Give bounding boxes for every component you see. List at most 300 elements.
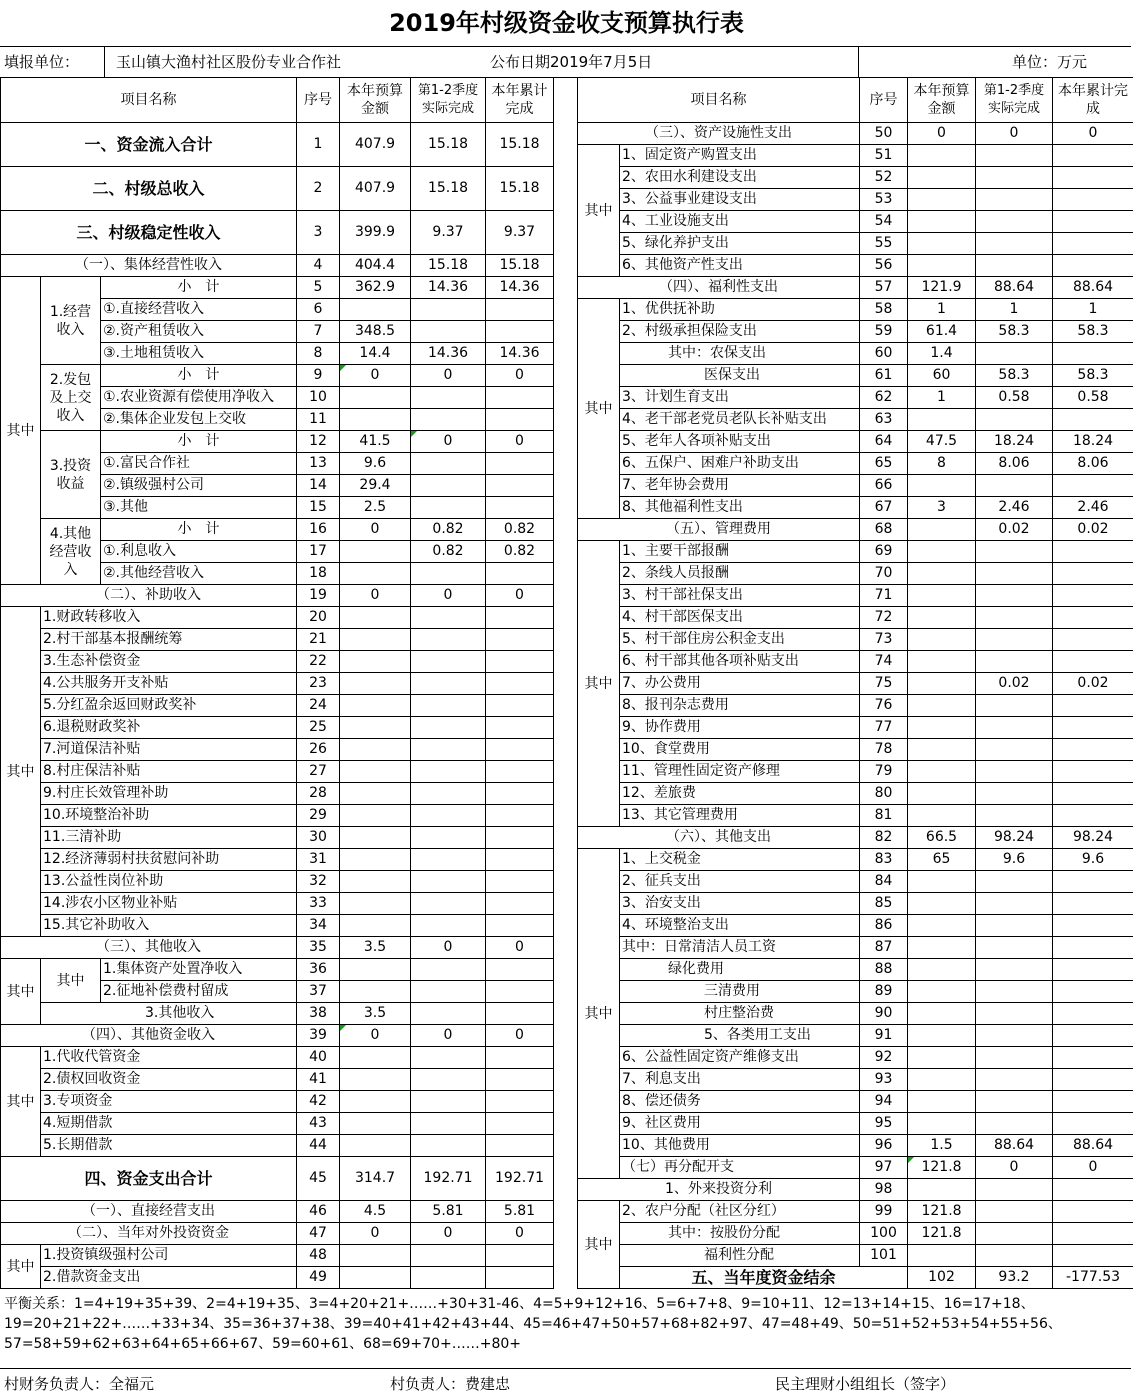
seq-number: 86 xyxy=(860,915,908,937)
value-c xyxy=(486,1069,554,1091)
seq-number: 7 xyxy=(297,321,340,343)
item-name: 5.分红盈余返回财政奖补 xyxy=(41,695,297,717)
value-b: 0 xyxy=(411,1223,486,1245)
value-b xyxy=(411,849,486,871)
value-a xyxy=(908,893,976,915)
budget-table xyxy=(0,77,1133,1289)
item-name: ②.集体企业发包上交收 xyxy=(101,409,297,431)
value-c xyxy=(486,761,554,783)
item-name: （七）再分配开支 xyxy=(620,1157,860,1179)
seq-number: 5 xyxy=(297,277,340,299)
seq-number: 4 xyxy=(297,255,340,277)
value-b xyxy=(411,321,486,343)
col-header-q12: 第1-2季度实际完成 xyxy=(411,78,486,123)
value-c xyxy=(1053,1025,1133,1047)
item-name: 小 计 xyxy=(101,431,297,453)
value-a xyxy=(340,695,411,717)
item-name: ②.镇级强村公司 xyxy=(101,475,297,497)
table-row xyxy=(1,123,1133,145)
value-c xyxy=(1053,981,1133,1003)
value-b xyxy=(976,541,1053,563)
value-b xyxy=(976,409,1053,431)
item-name: 1、主要干部报酬 xyxy=(620,541,860,563)
value-a xyxy=(340,607,411,629)
item-name: 其中：日常清洁人员工资 xyxy=(620,937,860,959)
page-title: 2019年村级资金收支预算执行表 xyxy=(389,9,744,37)
value-c xyxy=(1053,1069,1133,1091)
qizhong-label: 其中 xyxy=(578,1201,620,1289)
col-header-budget: 本年预算金额 xyxy=(340,78,411,123)
seq-number: 21 xyxy=(297,629,340,651)
value-b xyxy=(976,189,1053,211)
seq-number: 82 xyxy=(860,827,908,849)
value-c xyxy=(1053,475,1133,497)
value-c xyxy=(486,607,554,629)
item-name: 9、社区费用 xyxy=(620,1113,860,1135)
value-a xyxy=(340,915,411,937)
value-a: 121.9 xyxy=(908,277,976,299)
seq-number: 102 xyxy=(908,1267,976,1289)
value-c xyxy=(1053,1091,1133,1113)
item-name: 村庄整治费 xyxy=(620,1003,860,1025)
item-name-section: （五）、管理费用 xyxy=(578,519,860,541)
value-c: 0.82 xyxy=(486,541,554,563)
item-name: 5、绿化养护支出 xyxy=(620,233,860,255)
value-a xyxy=(908,673,976,695)
value-a: 3.5 xyxy=(340,1003,411,1025)
value-c xyxy=(1053,189,1133,211)
seq-number: 14 xyxy=(297,475,340,497)
seq-number: 31 xyxy=(297,849,340,871)
qizhong-label: 其中 xyxy=(578,299,620,519)
item-name-total: 二、村级总收入 xyxy=(1,167,297,211)
value-b: 192.71 xyxy=(411,1157,486,1201)
seq-number: 90 xyxy=(860,1003,908,1025)
seq-number: 58 xyxy=(860,299,908,321)
value-b: 0 xyxy=(411,365,486,387)
value-b: 98.24 xyxy=(976,827,1053,849)
value-a xyxy=(340,893,411,915)
value-b xyxy=(411,299,486,321)
value-b xyxy=(411,1069,486,1091)
value-c: 0 xyxy=(1053,123,1133,145)
value-c: 0.02 xyxy=(1053,673,1133,695)
value-a xyxy=(908,805,976,827)
seq-number: 68 xyxy=(860,519,908,541)
item-name-section: （四）、福利性支出 xyxy=(578,277,860,299)
value-a xyxy=(340,629,411,651)
value-b xyxy=(976,937,1053,959)
value-a xyxy=(908,607,976,629)
value-c xyxy=(1053,783,1133,805)
value-c: 2.46 xyxy=(1053,497,1133,519)
value-b xyxy=(976,1025,1053,1047)
item-name: 13.公益性岗位补助 xyxy=(41,871,297,893)
seq-number: 84 xyxy=(860,871,908,893)
value-b: 5.81 xyxy=(411,1201,486,1223)
value-b: 88.64 xyxy=(976,1135,1053,1157)
value-a: 0 xyxy=(340,585,411,607)
seq-number: 70 xyxy=(860,563,908,585)
seq-number: 48 xyxy=(297,1245,340,1267)
seq-number: 2 xyxy=(297,167,340,211)
value-b: 2.46 xyxy=(976,497,1053,519)
item-name: 医保支出 xyxy=(620,365,860,387)
value-c xyxy=(1053,233,1133,255)
value-c xyxy=(486,1135,554,1157)
value-a xyxy=(340,717,411,739)
value-a: 0 xyxy=(340,519,411,541)
value-b xyxy=(411,695,486,717)
value-a: 404.4 xyxy=(340,255,411,277)
seq-number: 66 xyxy=(860,475,908,497)
seq-number: 12 xyxy=(297,431,340,453)
value-b xyxy=(976,1113,1053,1135)
value-b xyxy=(411,1135,486,1157)
seq-number: 63 xyxy=(860,409,908,431)
item-name: 三清费用 xyxy=(620,981,860,1003)
seq-number: 62 xyxy=(860,387,908,409)
value-a xyxy=(908,629,976,651)
value-a: 93.2 xyxy=(976,1267,1053,1289)
seq-number: 100 xyxy=(860,1223,908,1245)
value-b xyxy=(411,1091,486,1113)
value-a xyxy=(340,1113,411,1135)
value-b xyxy=(976,981,1053,1003)
seq-number: 9 xyxy=(297,365,340,387)
value-a: 407.9 xyxy=(340,167,411,211)
item-name-total: 一、资金流入合计 xyxy=(1,123,297,167)
item-name: ③.其他 xyxy=(101,497,297,519)
value-a xyxy=(908,409,976,431)
item-name: 小 计 xyxy=(101,365,297,387)
value-c xyxy=(1053,915,1133,937)
qizhong-sub-label: 其中 xyxy=(41,959,101,1003)
item-name: ①.农业资源有偿使用净收入 xyxy=(101,387,297,409)
seq-number: 25 xyxy=(297,717,340,739)
seq-number: 55 xyxy=(860,233,908,255)
item-name: 2.征地补偿费村留成 xyxy=(101,981,297,1003)
col-header-budget-right: 本年预算金额 xyxy=(908,78,976,123)
value-a xyxy=(908,717,976,739)
value-b xyxy=(411,981,486,1003)
item-name-section: （三）、其他收入 xyxy=(1,937,297,959)
value-a xyxy=(340,1267,411,1289)
item-name: 11、管理性固定资产修理 xyxy=(620,761,860,783)
seq-number: 79 xyxy=(860,761,908,783)
item-name: 2.村干部基本报酬统筹 xyxy=(41,629,297,651)
value-b xyxy=(411,893,486,915)
value-c xyxy=(486,1091,554,1113)
value-a: 348.5 xyxy=(340,321,411,343)
value-a: 121.8 xyxy=(908,1223,976,1245)
item-name: 4、老干部老党员老队长补贴支出 xyxy=(620,409,860,431)
item-name: 10.环境整治补助 xyxy=(41,805,297,827)
seq-number: 23 xyxy=(297,673,340,695)
value-b: 0.82 xyxy=(411,541,486,563)
value-c xyxy=(486,695,554,717)
balance-note: 平衡关系：1=4+19+35+39、2=4+19+35、3=4+20+21+……+30+31-46、4=5+9+12+16、5=6+7+8、9=10+11、12=13+14+15、16=17+18、19=20+21+22+……+33+34、35=36+37+38、39=40+41+42+43+44、45=46+47+50+57+68+82+97、47=48+49、50=51+52+53+54+55+56、57=58+59+62+63+64+65+66+67、59=60+61、68=69+70+……+80+ xyxy=(4,1296,1062,1352)
seq-number: 10 xyxy=(297,387,340,409)
value-a xyxy=(908,651,976,673)
item-name: 1、优供抚补助 xyxy=(620,299,860,321)
value-c: 0 xyxy=(486,1223,554,1245)
seq-number: 72 xyxy=(860,607,908,629)
seq-number: 95 xyxy=(860,1113,908,1135)
seq-number: 46 xyxy=(297,1201,340,1223)
seq-number: 43 xyxy=(297,1113,340,1135)
value-c: 0.82 xyxy=(486,519,554,541)
value-c: 8.06 xyxy=(1053,453,1133,475)
item-name: 2、征兵支出 xyxy=(620,871,860,893)
value-a: 121.8 xyxy=(908,1157,976,1179)
item-name: ②.资产租赁收入 xyxy=(101,321,297,343)
value-c xyxy=(486,783,554,805)
value-a: 0 xyxy=(340,1025,411,1047)
value-c xyxy=(1053,871,1133,893)
value-c xyxy=(486,827,554,849)
item-name: 10、食堂费用 xyxy=(620,739,860,761)
item-name: 7、利息支出 xyxy=(620,1069,860,1091)
value-c: 1 xyxy=(1053,299,1133,321)
value-a xyxy=(908,915,976,937)
item-name: 3.专项资金 xyxy=(41,1091,297,1113)
seq-number: 44 xyxy=(297,1135,340,1157)
item-name: 绿化费用 xyxy=(620,959,860,981)
item-name: 6、五保户、困难户补助支出 xyxy=(620,453,860,475)
qizhong-label: 其中 xyxy=(1,1245,41,1289)
seq-number: 59 xyxy=(860,321,908,343)
item-name: 12.经济薄弱村扶贫慰问补助 xyxy=(41,849,297,871)
value-b xyxy=(411,959,486,981)
value-b xyxy=(976,607,1053,629)
value-c xyxy=(1053,255,1133,277)
column-gap xyxy=(554,123,578,1289)
seq-number: 76 xyxy=(860,695,908,717)
value-a: 61.4 xyxy=(908,321,976,343)
value-a: 0 xyxy=(340,1223,411,1245)
item-name-section: （三）、资产设施性支出 xyxy=(578,123,860,145)
item-name: 4、工业设施支出 xyxy=(620,211,860,233)
value-a: 41.5 xyxy=(340,431,411,453)
value-b xyxy=(976,1245,1053,1267)
value-c xyxy=(1053,893,1133,915)
value-c xyxy=(1053,805,1133,827)
seq-number: 98 xyxy=(860,1179,908,1201)
value-b xyxy=(976,211,1053,233)
qizhong-label: 其中 xyxy=(1,607,41,937)
value-c: 192.71 xyxy=(486,1157,554,1201)
seq-number: 77 xyxy=(860,717,908,739)
seq-number: 3 xyxy=(297,211,340,255)
col-header-name: 项目名称 xyxy=(1,78,297,123)
value-c xyxy=(1053,607,1133,629)
value-b xyxy=(976,871,1053,893)
qizhong-label: 其中 xyxy=(578,541,620,827)
col-header-q12-right: 第1-2季度实际完成 xyxy=(976,78,1053,123)
seq-number: 13 xyxy=(297,453,340,475)
value-b xyxy=(976,761,1053,783)
item-name: ②.其他经营收入 xyxy=(101,563,297,585)
value-c xyxy=(1053,1003,1133,1025)
item-name: 3、计划生育支出 xyxy=(620,387,860,409)
finance-officer: 村财务负责人：全福元 xyxy=(4,1375,155,1393)
value-b: 15.18 xyxy=(411,167,486,211)
item-name: 5.长期借款 xyxy=(41,1135,297,1157)
item-name: 6、村干部其他各项补贴支出 xyxy=(620,651,860,673)
seq-number: 38 xyxy=(297,1003,340,1025)
item-name-section: 1、外来投资分利 xyxy=(578,1179,860,1201)
seq-number: 69 xyxy=(860,541,908,563)
value-b: 0 xyxy=(411,937,486,959)
item-name: 10、其他费用 xyxy=(620,1135,860,1157)
value-a xyxy=(908,1179,976,1201)
value-b xyxy=(411,651,486,673)
value-b: 0 xyxy=(411,1025,486,1047)
value-a xyxy=(340,1135,411,1157)
value-b xyxy=(411,1267,486,1289)
item-name: 1、上交税金 xyxy=(620,849,860,871)
seq-number: 8 xyxy=(297,343,340,365)
seq-number: 81 xyxy=(860,805,908,827)
value-c xyxy=(486,453,554,475)
item-name-section: （四）、其他资金收入 xyxy=(1,1025,297,1047)
value-c xyxy=(486,805,554,827)
seq-number: 24 xyxy=(297,695,340,717)
item-name: 6.退税财政奖补 xyxy=(41,717,297,739)
value-c xyxy=(486,299,554,321)
value-a xyxy=(908,1113,976,1135)
item-name: 2、条线人员报酬 xyxy=(620,563,860,585)
seq-number: 16 xyxy=(297,519,340,541)
item-name: 14.涉农小区物业补贴 xyxy=(41,893,297,915)
value-a xyxy=(340,871,411,893)
seq-number: 74 xyxy=(860,651,908,673)
value-c: 0 xyxy=(486,585,554,607)
seq-number: 57 xyxy=(860,277,908,299)
item-name: 5、老年人各项补贴支出 xyxy=(620,431,860,453)
value-c xyxy=(1053,959,1133,981)
seq-number: 67 xyxy=(860,497,908,519)
value-a xyxy=(340,981,411,1003)
value-c xyxy=(486,717,554,739)
value-a xyxy=(908,871,976,893)
seq-number: 35 xyxy=(297,937,340,959)
item-name: 1.投资镇级强村公司 xyxy=(41,1245,297,1267)
value-a: 60 xyxy=(908,365,976,387)
currency-unit: 单位：万元 xyxy=(1012,53,1088,71)
item-name: 6、公益性固定资产维修支出 xyxy=(620,1047,860,1069)
category-label: 3.投资收益 xyxy=(41,431,101,519)
column-gap xyxy=(554,78,578,123)
value-c xyxy=(1053,343,1133,365)
value-c: 15.18 xyxy=(486,167,554,211)
value-b: 14.36 xyxy=(411,343,486,365)
item-name: 13、其它管理费用 xyxy=(620,805,860,827)
seq-number: 97 xyxy=(860,1157,908,1179)
value-a xyxy=(908,1025,976,1047)
value-b: 15.18 xyxy=(411,123,486,167)
value-b: 8.06 xyxy=(976,453,1053,475)
seq-number: 30 xyxy=(297,827,340,849)
value-a xyxy=(908,541,976,563)
value-b: 0 xyxy=(411,585,486,607)
item-name: 1.代收代管资金 xyxy=(41,1047,297,1069)
value-c xyxy=(486,497,554,519)
value-c xyxy=(1053,1047,1133,1069)
item-name: 1.集体资产处置净收入 xyxy=(101,959,297,981)
col-header-ytd: 本年累计完成 xyxy=(486,78,554,123)
seq-number: 39 xyxy=(297,1025,340,1047)
value-a: 399.9 xyxy=(340,211,411,255)
value-a xyxy=(908,1047,976,1069)
value-b xyxy=(976,651,1053,673)
value-c: 98.24 xyxy=(1053,827,1133,849)
seq-number: 75 xyxy=(860,673,908,695)
value-c xyxy=(486,629,554,651)
seq-number: 52 xyxy=(860,167,908,189)
seq-number: 73 xyxy=(860,629,908,651)
value-a: 362.9 xyxy=(340,277,411,299)
value-c: 0 xyxy=(486,1025,554,1047)
value-b xyxy=(976,1003,1053,1025)
value-a xyxy=(340,673,411,695)
value-c: 15.18 xyxy=(486,255,554,277)
qizhong-label: 其中 xyxy=(578,145,620,277)
item-name: 7、老年协会费用 xyxy=(620,475,860,497)
seq-number: 17 xyxy=(297,541,340,563)
value-b xyxy=(976,717,1053,739)
value-c xyxy=(486,1047,554,1069)
value-b xyxy=(411,673,486,695)
seq-number: 50 xyxy=(860,123,908,145)
item-name: 8.村庄保洁补贴 xyxy=(41,761,297,783)
value-c: 9.37 xyxy=(486,211,554,255)
value-a xyxy=(340,849,411,871)
seq-number: 83 xyxy=(860,849,908,871)
value-a: 3 xyxy=(908,497,976,519)
item-name-section: （一）、集体经营性收入 xyxy=(1,255,297,277)
value-b xyxy=(411,607,486,629)
value-c: 88.64 xyxy=(1053,277,1133,299)
value-c xyxy=(486,651,554,673)
value-a xyxy=(908,739,976,761)
value-c: 0.58 xyxy=(1053,387,1133,409)
value-b xyxy=(411,475,486,497)
value-a: 407.9 xyxy=(340,123,411,167)
seq-number: 99 xyxy=(860,1201,908,1223)
item-name: 3.生态补偿资金 xyxy=(41,651,297,673)
seq-number: 54 xyxy=(860,211,908,233)
finance-group-leader: 民主理财小组组长（签字） xyxy=(775,1375,956,1393)
value-c xyxy=(486,849,554,871)
item-name: 11.三清补助 xyxy=(41,827,297,849)
value-c xyxy=(1053,761,1133,783)
seq-number: 26 xyxy=(297,739,340,761)
item-name: ①.利息收入 xyxy=(101,541,297,563)
item-name-section: （一）、直接经营支出 xyxy=(1,1201,297,1223)
item-name: 4.公共服务开支补贴 xyxy=(41,673,297,695)
value-c: 58.3 xyxy=(1053,365,1133,387)
seq-number: 20 xyxy=(297,607,340,629)
value-c xyxy=(486,409,554,431)
value-b xyxy=(411,1113,486,1135)
village-head: 村负责人：费建忠 xyxy=(390,1375,511,1393)
value-b: 0.02 xyxy=(976,673,1053,695)
item-name: 3、公益事业建设支出 xyxy=(620,189,860,211)
value-c xyxy=(1053,585,1133,607)
item-name: 9、协作费用 xyxy=(620,717,860,739)
